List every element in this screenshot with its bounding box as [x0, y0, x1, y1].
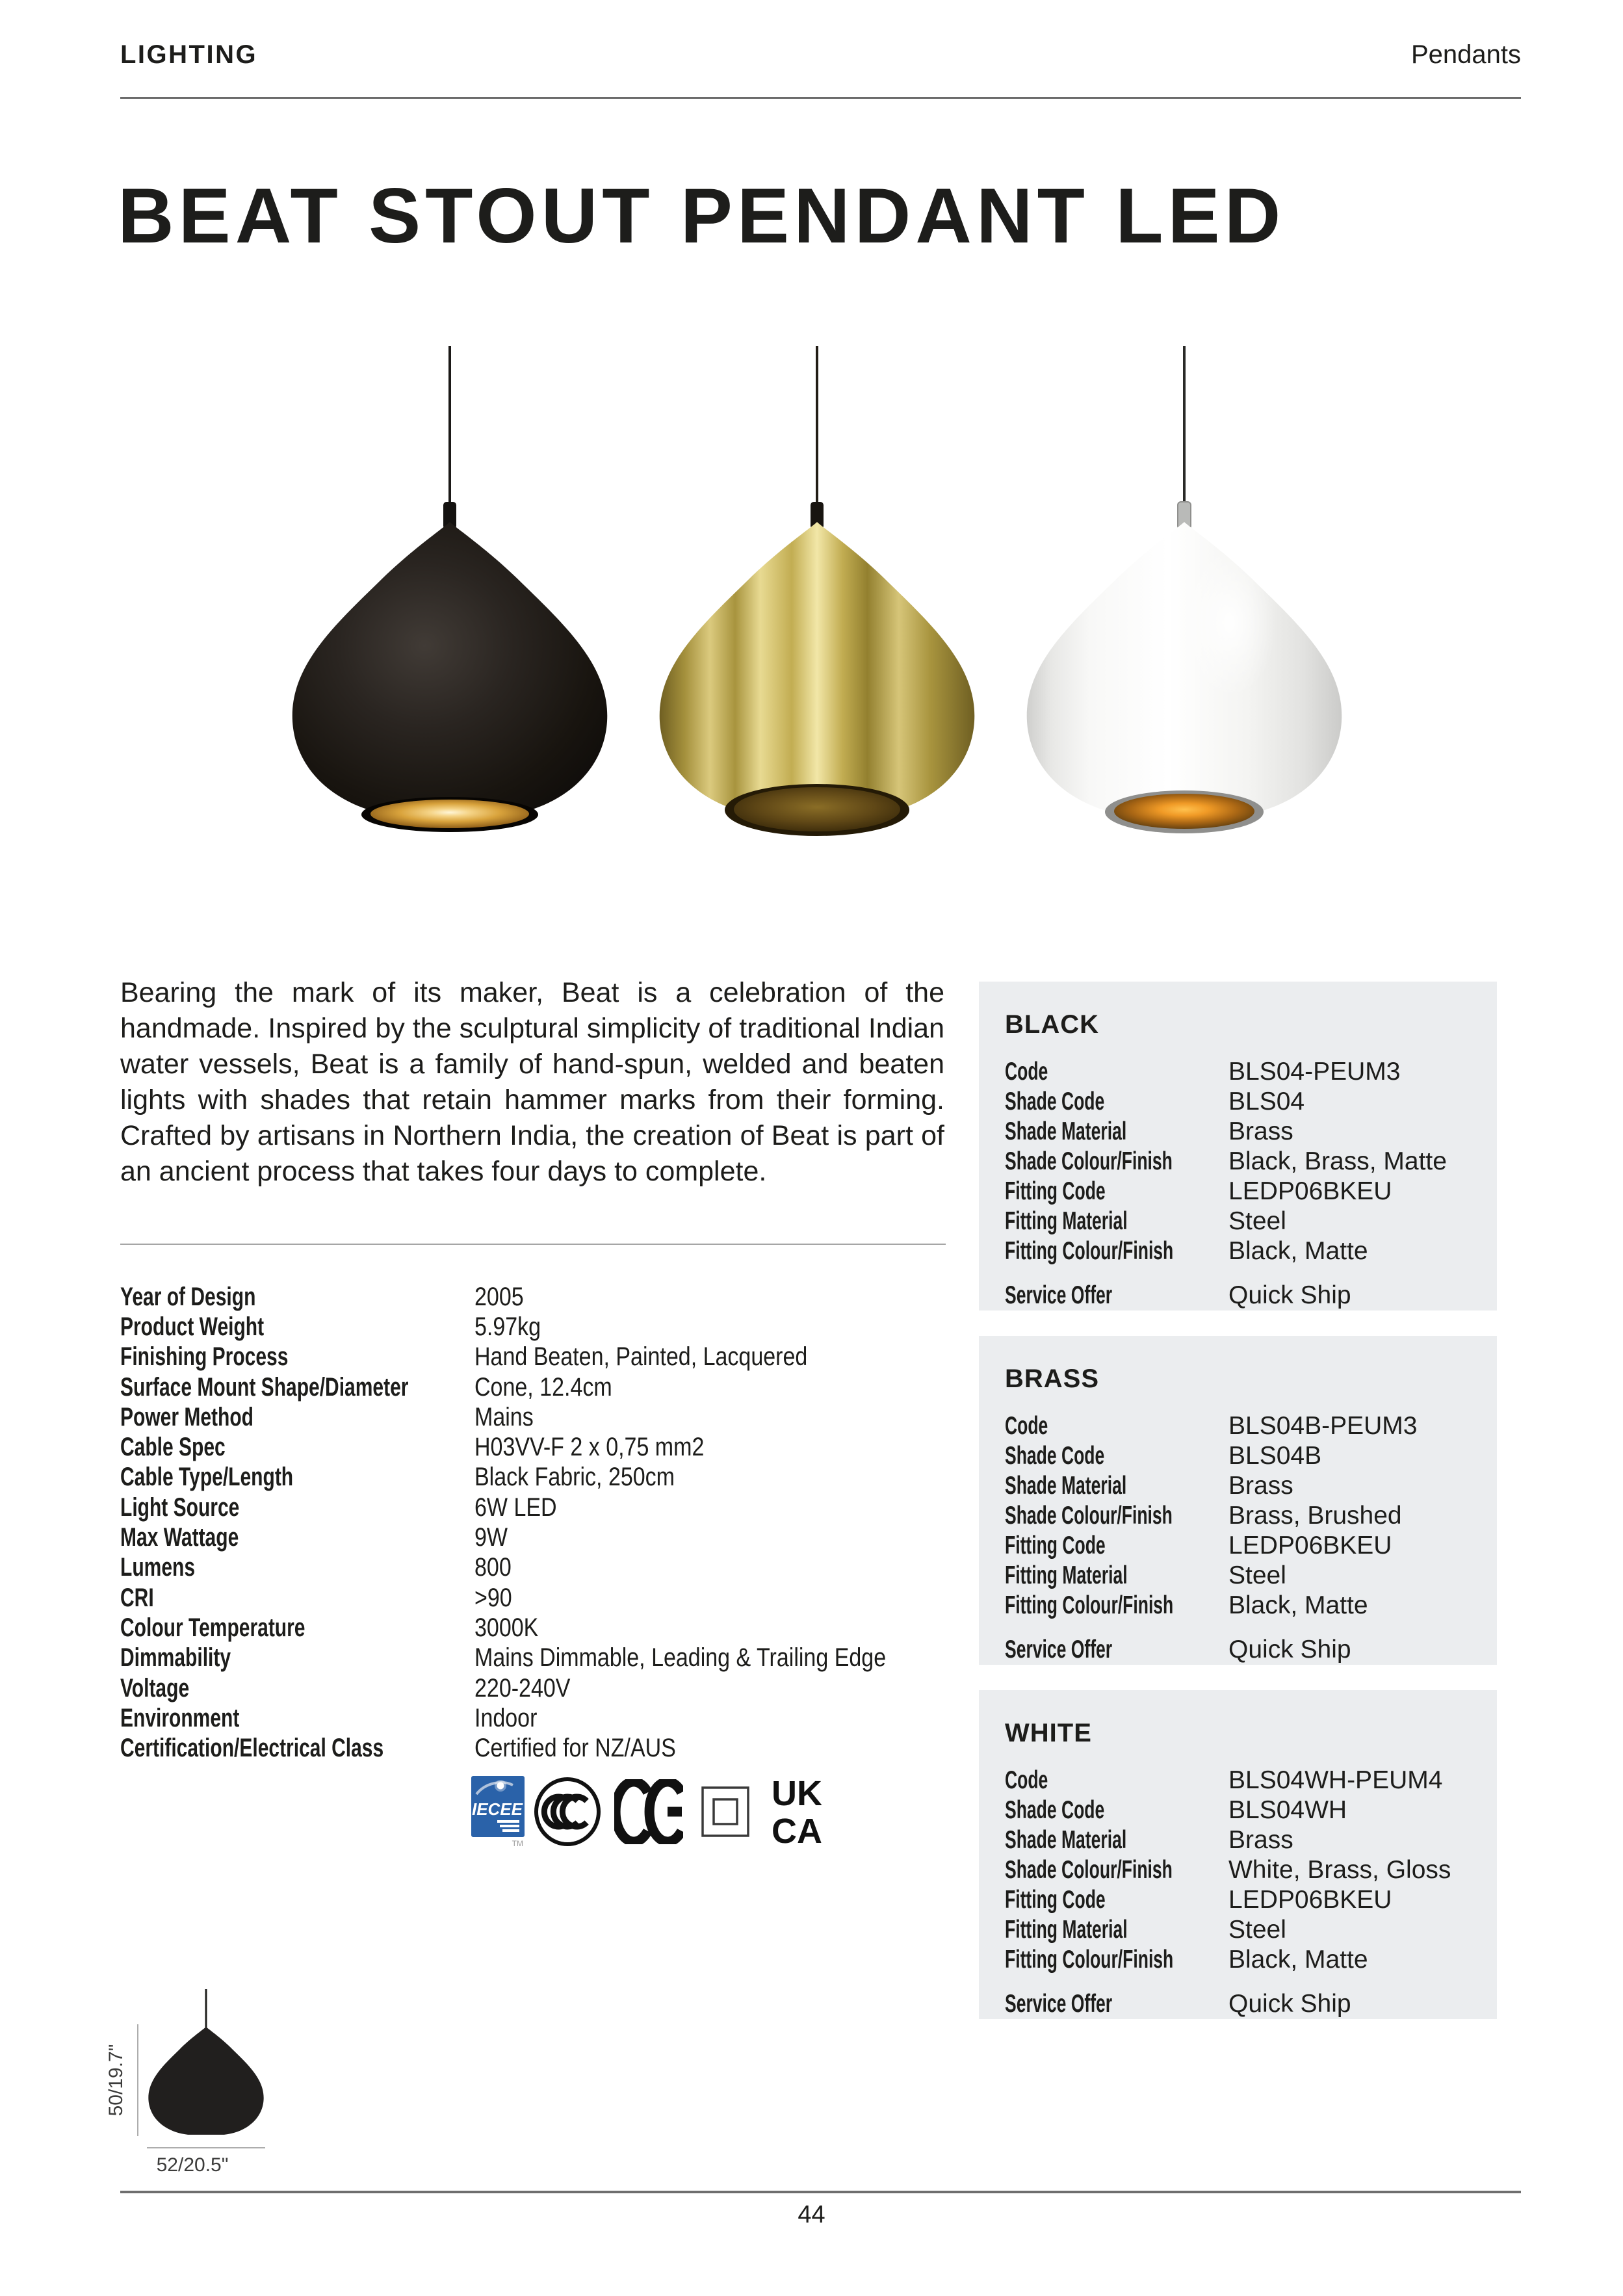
product-description: Bearing the mark of its maker, Beat is a celebration of the handmade. Inspired by the sculptural simplicity of traditional Indian water vessels, Beat is a family of hand-spun, welded and beaten lights with shades that retain hammer marks from their forming. Crafted by artisans in Northern India, the creation of Beat is part of an ancient process that takes four days to complete.: [120, 977, 944, 1187]
svg-text:TM: TM: [512, 1839, 523, 1848]
shade-interior-glow: [370, 800, 529, 828]
spec-value: Mains: [474, 1402, 534, 1431]
spec-row: [120, 1673, 965, 1703]
spec-row: [120, 1342, 965, 1372]
variant-row: [1005, 1117, 1497, 1147]
spec-label: Product Weight: [120, 1312, 265, 1341]
spec-label: Certification/Electrical Class: [120, 1734, 384, 1763]
spec-row: [120, 1553, 965, 1583]
iecee-icon: [471, 1776, 525, 1849]
variant-row: [1005, 1915, 1497, 1945]
variant-label: Code: [1005, 1058, 1048, 1086]
variant-value: LEDP06BKEU: [1228, 1886, 1392, 1914]
variant-value: Black, Matte: [1228, 1237, 1368, 1265]
spec-row: [120, 1703, 965, 1733]
variant-label: Code: [1005, 1766, 1048, 1794]
spec-value: Black Fabric, 250cm: [474, 1463, 675, 1492]
spec-label: Cable Type/Length: [120, 1463, 294, 1492]
spec-label: Voltage: [120, 1673, 190, 1702]
pendant-photo-white: [1022, 343, 1347, 837]
variant-label: Service Offer: [1005, 1281, 1113, 1309]
variant-row: [1005, 1501, 1497, 1531]
spec-table: [120, 1282, 965, 1764]
variant-row: [1005, 1561, 1497, 1591]
spec-label: Surface Mount Shape/Diameter: [120, 1372, 409, 1402]
variant-value: BLS04WH: [1228, 1796, 1347, 1824]
certification-icons: [471, 1773, 861, 1850]
variant-value: Brass, Brushed: [1228, 1502, 1402, 1530]
spec-row: [120, 1613, 965, 1643]
variant-row: [1005, 1057, 1497, 1087]
description-divider: [120, 1244, 946, 1245]
variant-value: Steel: [1228, 1207, 1286, 1235]
spec-label: Cable Spec: [120, 1433, 226, 1462]
spec-label: CRI: [120, 1583, 154, 1612]
shade-interior-glow: [1114, 794, 1254, 829]
shade-body: [292, 522, 608, 816]
svg-text:UK: UK: [772, 1774, 822, 1813]
variant-row: [1005, 1945, 1497, 1975]
spec-label: Year of Design: [120, 1282, 256, 1311]
variant-card-white: [979, 1690, 1497, 2019]
variant-row-service-offer: [1005, 1989, 1497, 2019]
spec-value: 2005: [474, 1282, 524, 1311]
variant-value: Steel: [1228, 1561, 1286, 1589]
variant-value: Brass: [1228, 1472, 1293, 1500]
variant-row: [1005, 1147, 1497, 1177]
variant-value: Quick Ship: [1228, 1990, 1351, 2018]
spec-value: Mains Dimmable, Leading & Trailing Edge: [474, 1643, 887, 1673]
variant-value: White, Brass, Gloss: [1228, 1856, 1451, 1884]
spec-value: 9W: [474, 1523, 508, 1552]
page-number: 44: [798, 2201, 825, 2228]
footer-rule: [120, 2191, 1521, 2193]
spec-label: Max Wattage: [120, 1523, 239, 1552]
variant-label: Fitting Material: [1005, 1561, 1128, 1589]
variant-label: Shade Material: [1005, 1117, 1127, 1145]
variant-label: Shade Code: [1005, 1796, 1105, 1824]
class-ii-insulation-icon: [701, 1779, 750, 1844]
spec-value: Hand Beaten, Painted, Lacquered: [474, 1342, 808, 1372]
variant-row: [1005, 1766, 1497, 1795]
spec-label: Dimmability: [120, 1643, 231, 1673]
spec-value: Certified for NZ/AUS: [474, 1734, 676, 1763]
spec-value: 3000K: [474, 1613, 539, 1642]
spec-row: [120, 1432, 965, 1462]
variant-row: [1005, 1531, 1497, 1561]
spec-row: [120, 1282, 965, 1312]
category-label: Pendants: [1410, 40, 1521, 69]
spec-row: [120, 1402, 965, 1432]
variant-row: [1005, 1885, 1497, 1915]
variant-label: Fitting Colour/Finish: [1005, 1237, 1174, 1265]
variant-label: Shade Colour/Finish: [1005, 1502, 1173, 1530]
ce-mark-icon: [614, 1779, 683, 1844]
header-rule: [120, 97, 1521, 99]
variant-label: Service Offer: [1005, 1636, 1113, 1663]
variant-label: Fitting Code: [1005, 1177, 1106, 1205]
spec-value: 5.97kg: [474, 1312, 541, 1341]
variant-row: [1005, 1087, 1497, 1117]
variant-label: Fitting Code: [1005, 1532, 1106, 1559]
variant-value: LEDP06BKEU: [1228, 1177, 1392, 1205]
spec-row: [120, 1522, 965, 1552]
variant-value: Brass: [1228, 1117, 1293, 1145]
variant-row: [1005, 1591, 1497, 1621]
variant-heading: WHITE: [1005, 1719, 1092, 1747]
variant-label: Fitting Material: [1005, 1207, 1128, 1235]
variant-value: Quick Ship: [1228, 1281, 1351, 1309]
spec-value: H03VV-F 2 x 0,75 mm2: [474, 1433, 705, 1462]
pendant-photo-black: [287, 343, 612, 837]
variant-row: [1005, 1411, 1497, 1441]
variant-row: [1005, 1471, 1497, 1501]
svg-text:CA: CA: [772, 1812, 822, 1848]
variant-label: Fitting Colour/Finish: [1005, 1591, 1174, 1619]
variant-row-service-offer: [1005, 1281, 1497, 1311]
gloss-highlight: [1183, 548, 1277, 698]
variant-value: Steel: [1228, 1916, 1286, 1944]
variant-label: Fitting Code: [1005, 1886, 1106, 1914]
variant-row: [1005, 1795, 1497, 1825]
variant-label: Fitting Colour/Finish: [1005, 1946, 1174, 1974]
spec-value: 220-240V: [474, 1673, 571, 1702]
spec-value: 6W LED: [474, 1493, 557, 1522]
spec-value: 800: [474, 1553, 512, 1582]
variant-row: [1005, 1855, 1497, 1885]
variant-value: Black, Matte: [1228, 1591, 1368, 1619]
ccc-icon: [534, 1777, 601, 1846]
variant-label: Shade Code: [1005, 1442, 1105, 1470]
spec-label: Light Source: [120, 1493, 240, 1522]
variant-label: Shade Material: [1005, 1826, 1127, 1854]
width-dimension-label: 52/20.5": [156, 2154, 229, 2176]
spec-row: [120, 1583, 965, 1613]
spec-label: Colour Temperature: [120, 1613, 305, 1642]
pendant-photo-brass: [655, 343, 980, 837]
shade-interior-glow: [734, 787, 900, 831]
spec-row: [120, 1372, 965, 1402]
variant-card-brass: [979, 1336, 1497, 1665]
variant-row: [1005, 1177, 1497, 1207]
spec-value: >90: [474, 1583, 512, 1612]
variant-label: Code: [1005, 1412, 1048, 1440]
spec-label: Power Method: [120, 1402, 254, 1431]
variant-value: BLS04: [1228, 1088, 1305, 1115]
variant-heading: BRASS: [1005, 1364, 1100, 1393]
variant-heading: BLACK: [1005, 1010, 1099, 1039]
variant-value: BLS04B: [1228, 1442, 1322, 1470]
variant-label: Shade Colour/Finish: [1005, 1147, 1173, 1175]
variant-value: Black, Matte: [1228, 1946, 1368, 1974]
shade-body: [660, 522, 975, 816]
variant-row: [1005, 1825, 1497, 1855]
variant-label: Service Offer: [1005, 1990, 1113, 2018]
variant-label: Shade Colour/Finish: [1005, 1856, 1173, 1884]
spec-row: [120, 1643, 965, 1673]
spec-row: [120, 1463, 965, 1493]
pendant-silhouette: [148, 2027, 263, 2135]
variant-value: BLS04WH-PEUM4: [1228, 1766, 1443, 1794]
svg-text:IECEE: IECEE: [471, 1799, 523, 1819]
spec-value: Cone, 12.4cm: [474, 1372, 612, 1402]
variant-value: BLS04B-PEUM3: [1228, 1412, 1418, 1440]
variant-label: Fitting Material: [1005, 1916, 1128, 1944]
variant-row: [1005, 1236, 1497, 1266]
variant-value: Brass: [1228, 1826, 1293, 1854]
spec-row: [120, 1493, 965, 1522]
spec-label: Environment: [120, 1703, 240, 1732]
spec-row: [120, 1312, 965, 1342]
page-title: BEAT STOUT PENDANT LED: [118, 172, 1286, 259]
variant-value: BLS04-PEUM3: [1228, 1058, 1401, 1086]
height-dimension-label: 50/19.7": [105, 2044, 127, 2117]
shade-body: [1027, 522, 1342, 816]
spec-label: Lumens: [120, 1553, 196, 1582]
variant-row-service-offer: [1005, 1635, 1497, 1665]
spec-row: [120, 1733, 965, 1763]
variant-value: Black, Brass, Matte: [1228, 1147, 1447, 1175]
variant-row: [1005, 1441, 1497, 1471]
variant-label: Shade Material: [1005, 1472, 1127, 1500]
section-label: LIGHTING: [120, 40, 258, 69]
variant-row: [1005, 1207, 1497, 1236]
variant-label: Shade Code: [1005, 1088, 1105, 1115]
variant-card-black: [979, 982, 1497, 1311]
spec-value: Indoor: [474, 1703, 538, 1732]
ukca-icon: [772, 1774, 834, 1848]
variant-value: LEDP06BKEU: [1228, 1532, 1392, 1559]
variant-value: Quick Ship: [1228, 1636, 1351, 1663]
dimension-drawing: [97, 1975, 279, 2179]
spec-label: Finishing Process: [120, 1342, 289, 1372]
